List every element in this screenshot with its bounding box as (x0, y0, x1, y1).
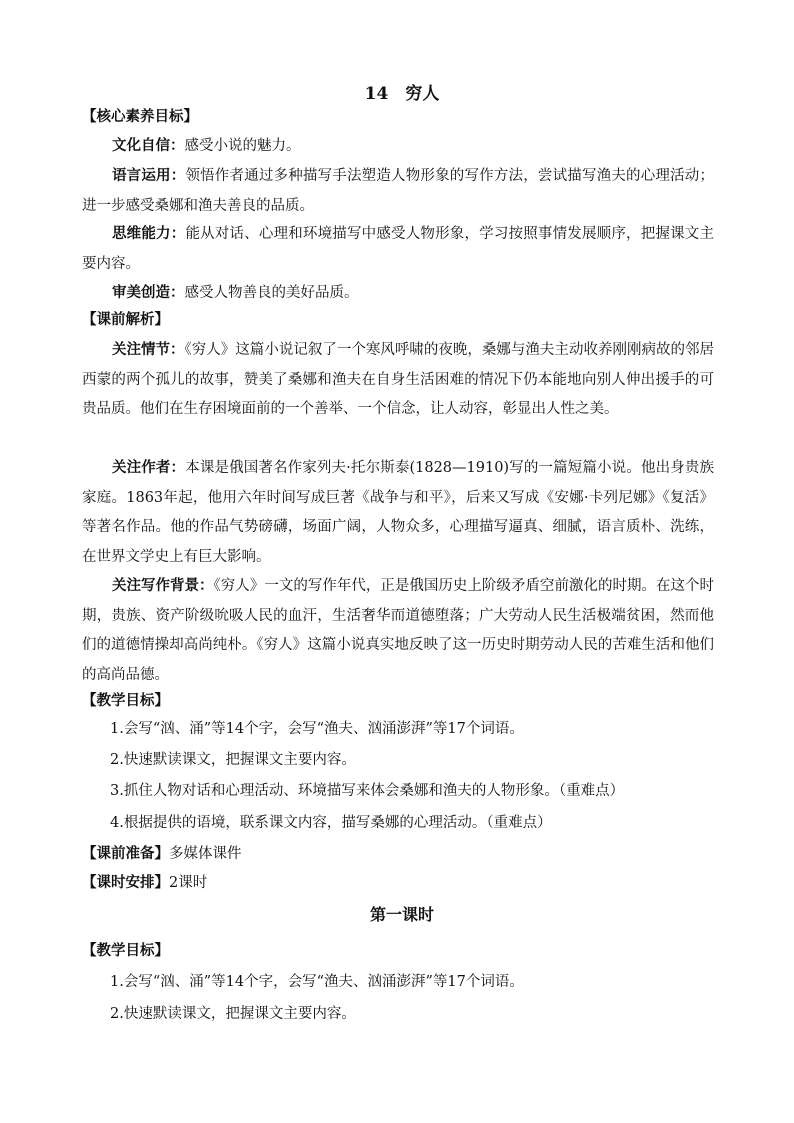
analysis-text: 本课是俄国著名作家列夫·托尔斯泰(1828—1910)写的一篇短篇小说。他出身贵族家庭。1863年起，他用六年时间写成巨著《战争与和平》，后来又写成《安娜·卡列尼娜》《复活》等著名作品。他的作品气势磅礴，场面广阔，人物众多，心理描写逼真、细腻，语言质朴、洗练，在世界文学史上有巨大影响。 (82, 460, 714, 565)
core-goal-thinking (82, 219, 714, 279)
teaching-goals-heading: 【教学目标】 (82, 692, 169, 709)
teaching-goal-item: 1.会写“汹、涌”等14个字，会写“渔夫、汹涌澎湃”等17个词语。 (110, 721, 524, 737)
analysis-plot (82, 335, 714, 425)
core-goal-text: 感受人物善良的美好品质。 (184, 285, 359, 301)
teaching-goal-item: 4.根据提供的语境，联系课文内容，描写桑娜的心理活动。（重难点） (110, 815, 552, 831)
core-goal-lead: 思维能力： (112, 225, 186, 242)
analysis-text: 《穷人》一文的写作年代，正是俄国历史上阶级矛盾空前激化的时期。在这个时期，贵族、资产阶级吮吸人民的血汗，生活奢华而道德堕落；广大劳动人民生活极端贫困，然而他们的道德情操却高尚纯朴。《穷人》这篇小说真实地反映了这一历史时期劳动人民的苦难生活和他们的高尚品德。 (82, 578, 715, 683)
core-goal-text: 领悟作者通过多种描写手法塑造人物形象的写作方法，尝试描写渔夫的心理活动；进一步感受桑娜和渔夫善良的品质。 (82, 168, 714, 214)
schedule-line (82, 872, 207, 894)
core-goal-text: 感受小说的魅力。 (184, 138, 301, 154)
analysis-author (82, 453, 714, 572)
lesson-title: 14 穷人 (364, 84, 440, 104)
first-lesson-goal-item: 1.会写“汹、涌”等14个字，会写“渔夫、汹涌澎湃”等17个词语。 (110, 974, 524, 990)
core-goal-aesthetic (82, 278, 714, 309)
core-goal-lead: 语言运用： (112, 167, 186, 184)
core-goal-lead: 文化自信： (112, 137, 185, 154)
teaching-goal-item: 3.抓住人物对话和心理活动、环境描写来体会桑娜和渔夫的人物形象。（重难点） (110, 783, 625, 799)
prep-line (82, 843, 242, 865)
core-goals-heading: 【核心素养目标】 (82, 108, 198, 125)
teaching-goal-item: 2.快速默读课文，把握课文主要内容。 (110, 752, 356, 768)
core-goal-lead: 审美创造： (112, 284, 185, 301)
core-goal-culture (82, 131, 714, 162)
prep-heading: 【课前准备】 (82, 845, 169, 862)
first-lesson-title: 第一课时 (369, 905, 434, 924)
analysis-text: 《穷人》这篇小说记叙了一个寒风呼啸的夜晚，桑娜与渔夫主动收养刚刚病故的邻居西蒙的两个孤儿的故事，赞美了桑娜和渔夫在自身生活困难的情况下仍本能地向别人伸出援手的可贵品质。他们在生存困境面前的一个善举、一个信念，让人动容，彰显出人性之美。 (82, 342, 714, 418)
schedule-heading: 【课时安排】 (82, 874, 169, 891)
pre-analysis-heading: 【课前解析】 (82, 311, 169, 328)
schedule-value: 2课时 (169, 875, 208, 891)
prep-value: 多媒体课件 (169, 846, 242, 862)
first-lesson-goals-heading: 【教学目标】 (82, 942, 169, 959)
core-goal-language (82, 161, 714, 221)
core-goal-text: 能从对话、心理和环境描写中感受人物形象，学习按照事情发展顺序，把握课文主要内容。 (82, 226, 714, 272)
analysis-lead: 关注情节： (112, 341, 185, 358)
analysis-lead: 关注写作背景： (112, 577, 214, 594)
first-lesson-goal-item: 2.快速默读课文，把握课文主要内容。 (110, 1006, 356, 1022)
analysis-lead: 关注作者： (112, 459, 186, 476)
analysis-background (82, 571, 714, 690)
